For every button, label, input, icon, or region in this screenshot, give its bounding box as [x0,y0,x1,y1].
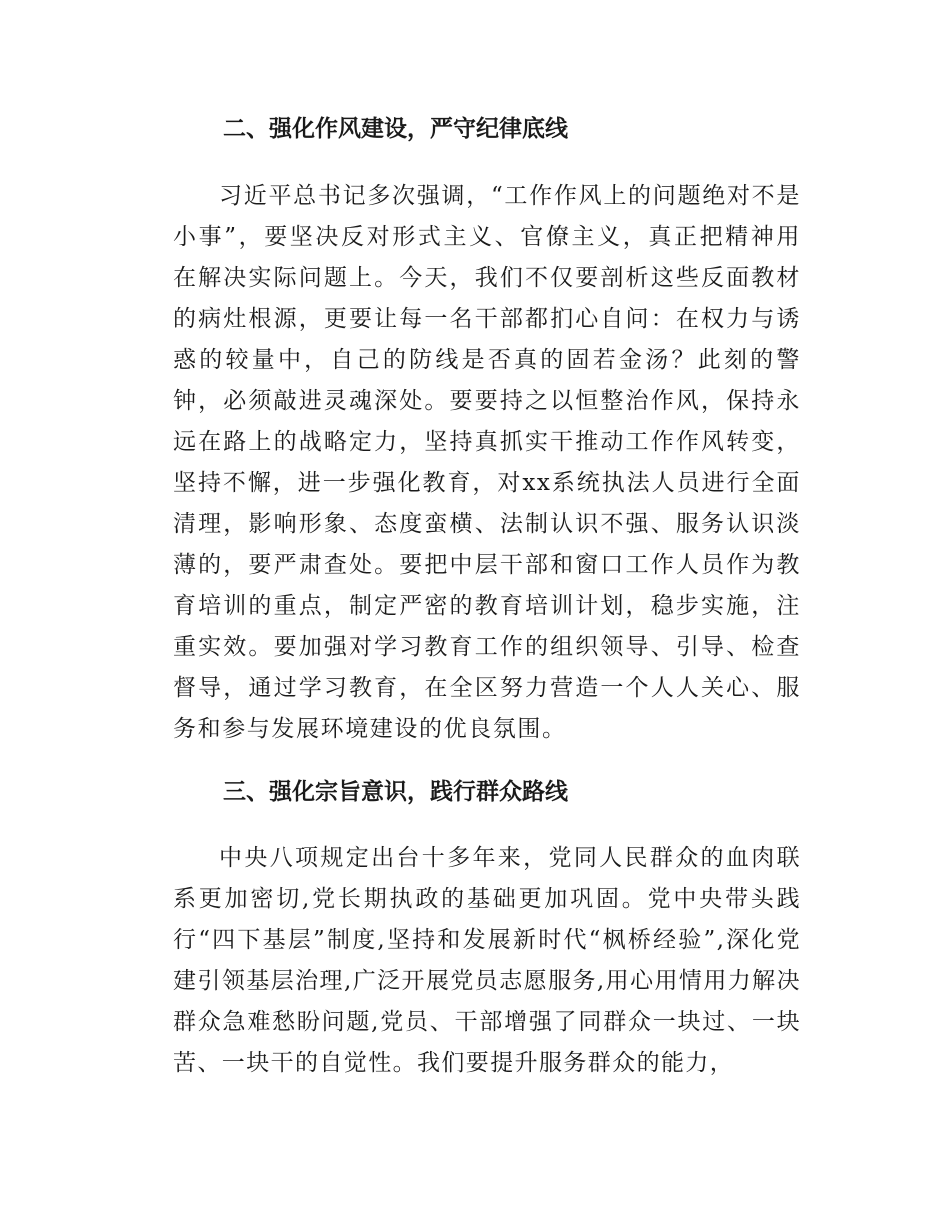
section-paragraph-3: 中央八项规定出台十多年来，党同人民群众的血肉联系更加密切,党长期执政的基础更加巩固。党中央带头践行“四下基层”制度,坚持和发展新时代“枫桥经验”,深化党建引领基层治理,广泛开展党员志愿服务,用心用情用力解决群众急难愁盼问题,党员、干部增强了同群众一块过、一块苦、一块干的自觉性。我们要提升服务群众的能力， [173,845,801,1076]
document-body [173,108,801,1084]
section-paragraph-2: 习近平总书记多次强调，“工作作风上的问题绝对不是小事”，要坚决反对形式主义、官僚主义，真正把精神用在解决实际问题上。今天，我们不仅要剖析这些反面教材的病灶根源，更要让每一名干部都扪心自问：在权力与诱惑的较量中，自己的防线是否真的固若金汤？此刻的警钟，必须敲进灵魂深处。要要持之以恒整治作风，保持永远在路上的战略定力，坚持真抓实干推动工作作风转变，坚持不懈，进一步强化教育，对xx系统执法人员进行全面清理，影响形象、态度蛮横、法制认识不强、服务认识淡薄的，要严肃查处。要把中层干部和窗口工作人员作为教育培训的重点，制定严密的教育培训计划，稳步实施，注重实效。要加强对学习教育工作的组织领导、引导、检查督导，通过学习教育，在全区努力营造一个人人关心、服务和参与发展环境建设的优良氛围。 [173,183,801,742]
section-heading-2: 二、强化作风建设，严守纪律底线 [223,116,568,142]
section-heading-3: 三、强化宗旨意识，践行群众路线 [223,779,568,805]
